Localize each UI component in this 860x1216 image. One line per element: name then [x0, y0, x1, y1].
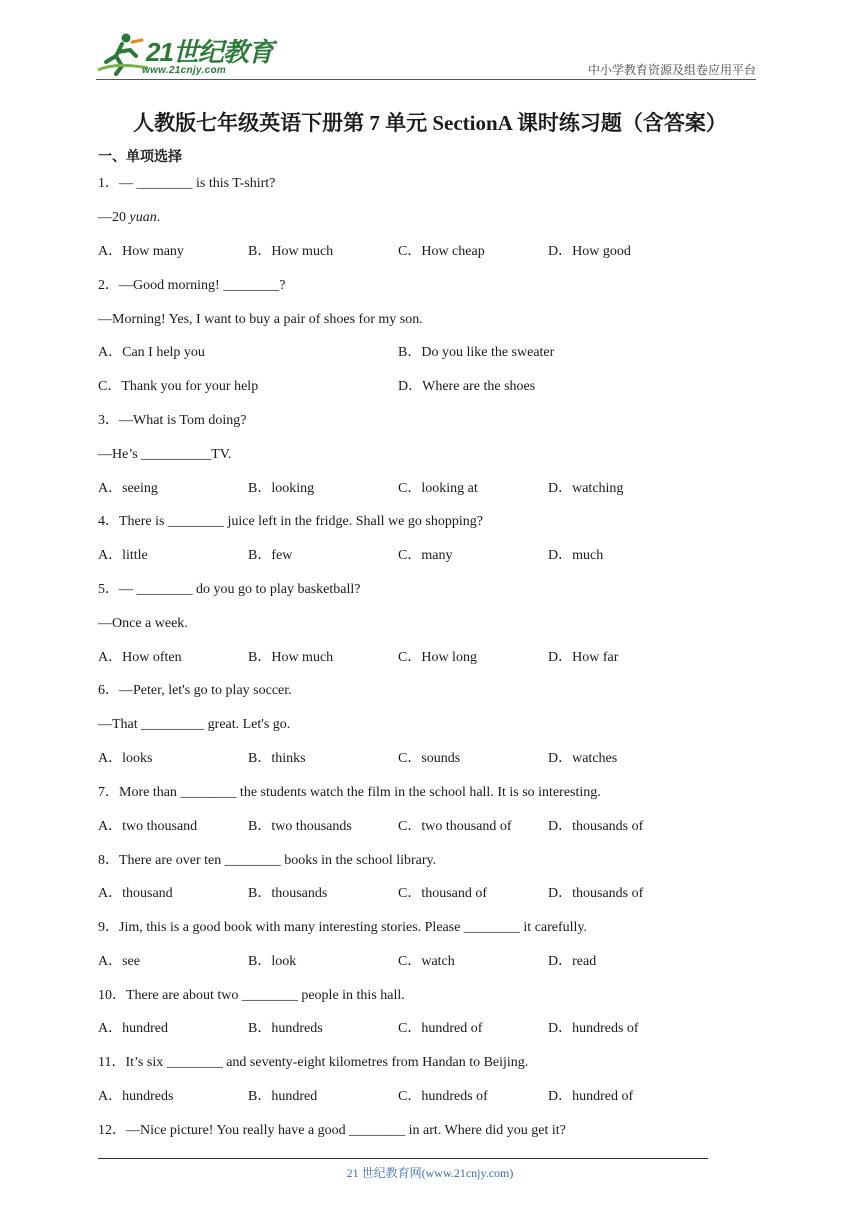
question-stem: 11．It’s six ________ and seventy-eight kilometres from Handan to Beijing.	[98, 1055, 529, 1070]
question-stem: 7．More than ________ the students watch the film in the school hall. It is so interesting.	[98, 785, 601, 800]
option: D．How good	[548, 244, 631, 259]
question-stem: 5．— ________ do you go to play basketball?	[98, 582, 361, 597]
option: B．look	[248, 954, 297, 969]
option: A．seeing	[98, 481, 158, 496]
option: D．How far	[548, 650, 619, 665]
option: B．looking	[248, 481, 315, 496]
question-stem: 2．—Good morning! ________?	[98, 278, 286, 293]
question-reply: —He’s __________TV.	[98, 447, 232, 462]
option: C．How cheap	[398, 244, 485, 259]
question-reply: —Morning! Yes, I want to buy a pair of shoes for my son.	[98, 312, 423, 327]
option: C．watch	[398, 954, 455, 969]
option: A．hundreds	[98, 1089, 174, 1104]
option: D．read	[548, 954, 597, 969]
logo-text: 21世纪教育	[146, 37, 273, 67]
option: B．hundreds	[248, 1021, 323, 1036]
option: A．Can I help you	[98, 345, 205, 360]
option: C．Thank you for your help	[98, 379, 259, 394]
option: C．looking at	[398, 481, 478, 496]
option: D．Where are the shoes	[398, 379, 536, 394]
option: A．hundred	[98, 1021, 168, 1036]
option: D．hundreds of	[548, 1021, 639, 1036]
option: A．little	[98, 548, 148, 563]
option: A．two thousand	[98, 819, 198, 834]
section-title: 一、单项选择	[98, 149, 182, 165]
option: D．thousands of	[548, 819, 644, 834]
platform-name: 中小学教育资源及组卷应用平台	[587, 63, 756, 77]
option: B．How much	[248, 650, 334, 665]
question-reply: —Once a week.	[98, 616, 188, 631]
question-stem: 12．—Nice picture! You really have a good ________ in art. Where did you get it?	[98, 1123, 566, 1138]
option: C．two thousand of	[398, 819, 512, 834]
page-header	[96, 30, 756, 80]
page-footer: 21 世纪教育网(www.21cnjy.com)	[346, 1166, 514, 1180]
question-stem: 8．There are over ten ________ books in the school library.	[98, 853, 437, 868]
header-divider	[96, 79, 756, 80]
question-stem: 1．— ________ is this T-shirt?	[98, 176, 276, 191]
option: A．How many	[98, 244, 184, 259]
question-reply: —20 yuan.	[98, 210, 161, 225]
option: C．thousand of	[398, 886, 488, 901]
option: B．few	[248, 548, 293, 563]
site-logo	[96, 32, 296, 78]
option: A．thousand	[98, 886, 173, 901]
question-reply: —That _________ great. Let's go.	[98, 717, 291, 732]
footer-divider	[98, 1158, 708, 1159]
option: D．watching	[548, 481, 624, 496]
option: B．thinks	[248, 751, 306, 766]
option: C．hundreds of	[398, 1089, 488, 1104]
page-title: 人教版七年级英语下册第 7 单元 SectionA 课时练习题（含答案）	[133, 111, 727, 135]
question-stem: 9．Jim, this is a good book with many interesting stories. Please ________ it carefully.	[98, 920, 588, 935]
option: B．hundred	[248, 1089, 318, 1104]
option: B．How much	[248, 244, 334, 259]
option: C．How long	[398, 650, 477, 665]
option: D．thousands of	[548, 886, 644, 901]
option: A．looks	[98, 751, 153, 766]
option: D．watches	[548, 751, 618, 766]
option: D．hundred of	[548, 1089, 634, 1104]
question-stem: 4．There is ________ juice left in the fridge. Shall we go shopping?	[98, 514, 483, 529]
option: B．Do you like the sweater	[398, 345, 555, 360]
question-stem: 10．There are about two ________ people in this hall.	[98, 988, 405, 1003]
option: C．sounds	[398, 751, 461, 766]
option: C．hundred of	[398, 1021, 483, 1036]
option: A．How often	[98, 650, 182, 665]
option: D．much	[548, 548, 604, 563]
option: A．see	[98, 954, 140, 969]
question-stem: 3．—What is Tom doing?	[98, 413, 247, 428]
option: B．two thousands	[248, 819, 352, 834]
question-stem: 6．—Peter, let's go to play soccer.	[98, 683, 292, 698]
option: B．thousands	[248, 886, 328, 901]
option: C．many	[398, 548, 453, 563]
logo-url: www.21cnjy.com	[142, 65, 227, 76]
